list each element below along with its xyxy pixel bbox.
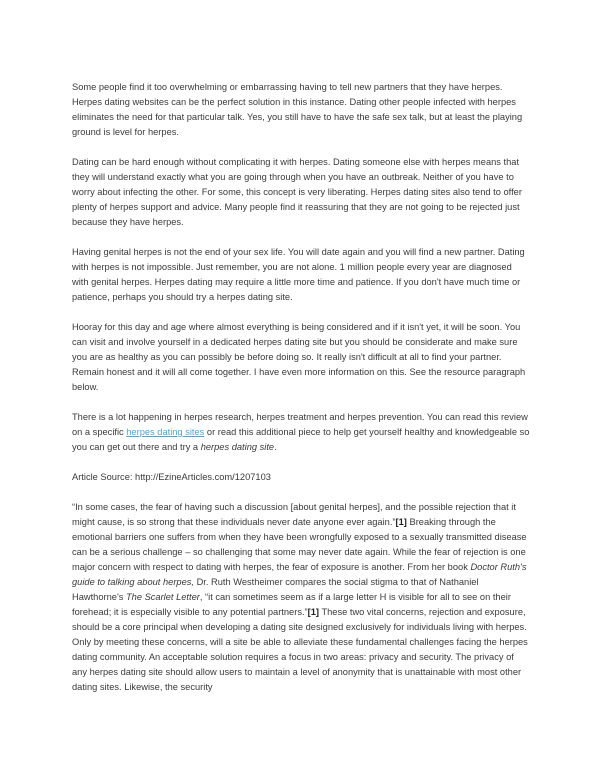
paragraph-6-s5: These two vital concerns, rejection and exposure, should be a core principal when developing a dating site designed exclusively for individuals living with herpes. Only by meeting these concerns, will a site be able to alleviate these fundamental challenges facing the herpes dating community. An acceptable solution requires a focus in two areas: privacy and security. The privacy of any herpes dating site should allow users to maintain a level of anonymity that is unattainable with most other dating sites. Likewise, the security bbox=[72, 607, 528, 692]
book-title-scarlet-letter: The Scarlet Letter bbox=[125, 592, 200, 602]
paragraph-5-italic: herpes dating site bbox=[200, 442, 275, 452]
document-body bbox=[72, 80, 530, 695]
paragraph-5-text-a: There is a lot happening in herpes research, herpes treatment and herpes prevention. You can read this review on a specific bbox=[72, 412, 528, 437]
paragraph-2: Dating can be hard enough without complicating it with herpes. Dating someone else with herpes means that they will understand exactly what you are going through when you have an outbreak. Neither of you have to worry about infecting the other. For some, this concept is very liberating. Herpes dating sites also tend to offer plenty of herpes support and advice. Many people find it reassuring that they are not going to be rejected just because they have herpes. bbox=[72, 157, 522, 227]
article-source: Article Source: http://EzineArticles.com/1207103 bbox=[72, 472, 271, 482]
footnote-ref-2: [1] bbox=[307, 607, 320, 617]
herpes-dating-sites-link[interactable]: herpes dating sites bbox=[126, 427, 205, 437]
paragraph-5-end: . bbox=[274, 442, 277, 452]
paragraph-1: Some people find it too overwhelming or embarrassing having to tell new partners that they have herpes. Herpes dating websites can be the perfect solution in this instance. Dating other people infected with herpes eliminates the need for that particular talk. Yes, you still have to have the safe sex talk, but at least the playing ground is level for herpes. bbox=[72, 82, 523, 137]
paragraph-6-s1: “In some cases, the fear of having such a discussion [about genital herpes], and the possible rejection that it might cause, is so strong that these individuals never date anyone ever again.” bbox=[72, 502, 516, 527]
paragraph-6-s4: , “it can sometimes seem as if a large letter H is visible for all to see on their forehead; it is especially visible to any potential partners.” bbox=[72, 592, 511, 617]
paragraph-3: Having genital herpes is not the end of your sex life. You will date again and you will find a new partner. Dating with herpes is not impossible. Just remember, you are not alone. 1 million people every year are diagnosed with genital herpes. Herpes dating may require a little more time and patience. If you don't have much time or patience, perhaps you should try a herpes dating site. bbox=[72, 247, 525, 302]
book-title-doctor-ruth: Doctor Ruth's guide to talking about herpes, bbox=[72, 562, 527, 587]
paragraph-6-s3: Dr. Ruth Westheimer compares the social stigma to that of Nathaniel Hawthorne's bbox=[72, 577, 479, 602]
paragraph-4: Hooray for this day and age where almost everything is being considered and if it isn't yet, it will be soon. You can visit and involve yourself in a dedicated herpes dating site but you should be considerate and make sure you are as healthy as you can possibly be before doing so. It really isn't difficult at all to find your partner. Remain honest and it will all come together. I have even more information on this. See the resource paragraph below. bbox=[72, 322, 526, 392]
footnote-ref-1: [1] bbox=[395, 517, 407, 527]
paragraph-6-s2: Breaking through the emotional barriers one suffers from when they have been wrongfully exposed to a sexually transmitted disease can be a serious challenge – so challenging that some may never date again. While the fear of rejection is one major concern with respect to dating with herpes, the fear of exposure is another. From her book bbox=[72, 517, 527, 572]
paragraph-6 bbox=[72, 500, 530, 695]
paragraph-5 bbox=[72, 410, 530, 455]
paragraph-5-text-b: or read this additional piece to help get yourself healthy and knowledgeable so you can get out there and try a bbox=[72, 427, 530, 452]
